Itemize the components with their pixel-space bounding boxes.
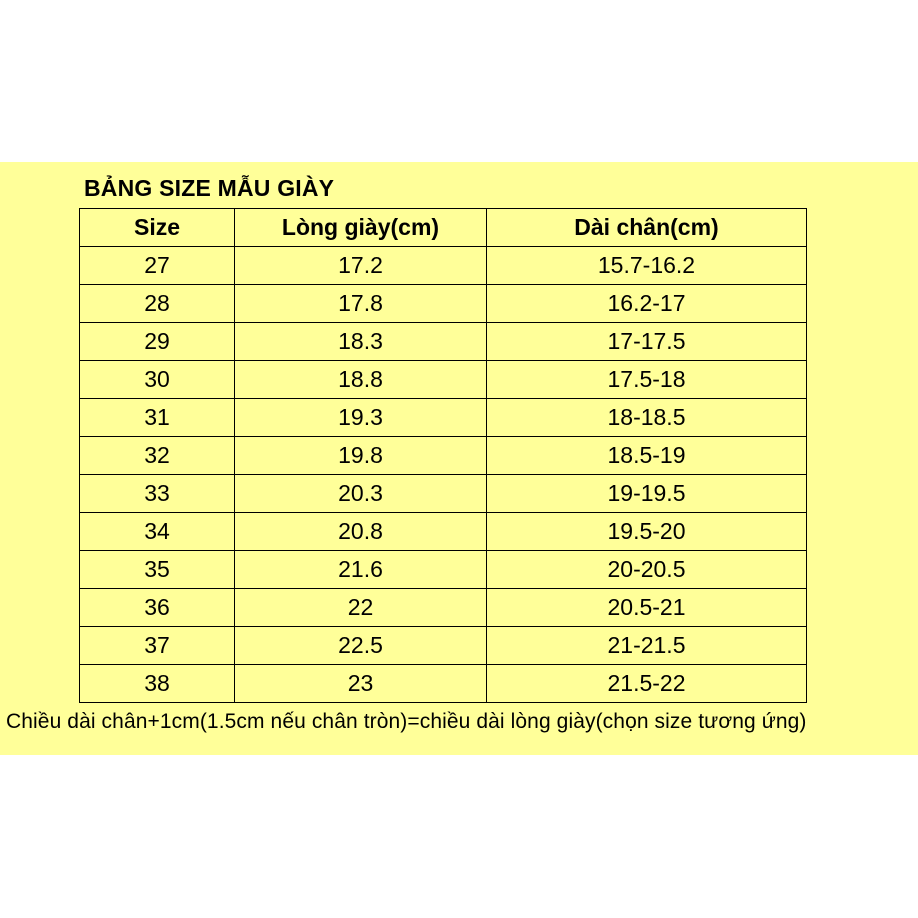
chart-title: BẢNG SIZE MẪU GIÀY (84, 175, 335, 201)
table-body (80, 247, 807, 703)
table-row (80, 665, 807, 703)
cell-foot-length: 18-18.5 (487, 399, 807, 437)
cell-foot-length: 20.5-21 (487, 589, 807, 627)
cell-insole-length: 20.8 (235, 513, 487, 551)
cell-insole-length: 18.3 (235, 323, 487, 361)
table-row (80, 323, 807, 361)
cell-size: 35 (80, 551, 235, 589)
cell-foot-length: 20-20.5 (487, 551, 807, 589)
cell-size: 29 (80, 323, 235, 361)
cell-size: 36 (80, 589, 235, 627)
table-row (80, 551, 807, 589)
cell-foot-length: 21-21.5 (487, 627, 807, 665)
cell-size: 30 (80, 361, 235, 399)
cell-size: 37 (80, 627, 235, 665)
table-row (80, 399, 807, 437)
cell-foot-length: 15.7-16.2 (487, 247, 807, 285)
header-size: Size (80, 209, 235, 247)
cell-foot-length: 17.5-18 (487, 361, 807, 399)
table-row (80, 627, 807, 665)
cell-insole-length: 18.8 (235, 361, 487, 399)
sizing-note: Chiều dài chân+1cm(1.5cm nếu chân tròn)=chiều dài lòng giày(chọn size tương ứng) (6, 710, 807, 733)
table-row (80, 589, 807, 627)
table-row (80, 475, 807, 513)
cell-size: 32 (80, 437, 235, 475)
cell-insole-length: 19.3 (235, 399, 487, 437)
cell-insole-length: 21.6 (235, 551, 487, 589)
cell-size: 27 (80, 247, 235, 285)
cell-insole-length: 20.3 (235, 475, 487, 513)
table-row (80, 285, 807, 323)
cell-insole-length: 22 (235, 589, 487, 627)
cell-foot-length: 18.5-19 (487, 437, 807, 475)
cell-size: 33 (80, 475, 235, 513)
cell-foot-length: 19.5-20 (487, 513, 807, 551)
table-row (80, 437, 807, 475)
size-table (79, 208, 807, 703)
cell-foot-length: 19-19.5 (487, 475, 807, 513)
cell-size: 31 (80, 399, 235, 437)
cell-foot-length: 16.2-17 (487, 285, 807, 323)
table-row (80, 247, 807, 285)
header-foot-length: Dài chân(cm) (487, 209, 807, 247)
table-row (80, 361, 807, 399)
cell-foot-length: 21.5-22 (487, 665, 807, 703)
table-header-row (80, 209, 807, 247)
cell-insole-length: 17.2 (235, 247, 487, 285)
cell-insole-length: 19.8 (235, 437, 487, 475)
size-chart-panel (0, 162, 918, 755)
cell-size: 38 (80, 665, 235, 703)
cell-insole-length: 17.8 (235, 285, 487, 323)
cell-size: 28 (80, 285, 235, 323)
cell-size: 34 (80, 513, 235, 551)
table-row (80, 513, 807, 551)
cell-insole-length: 23 (235, 665, 487, 703)
cell-foot-length: 17-17.5 (487, 323, 807, 361)
cell-insole-length: 22.5 (235, 627, 487, 665)
header-insole-length: Lòng giày(cm) (235, 209, 487, 247)
